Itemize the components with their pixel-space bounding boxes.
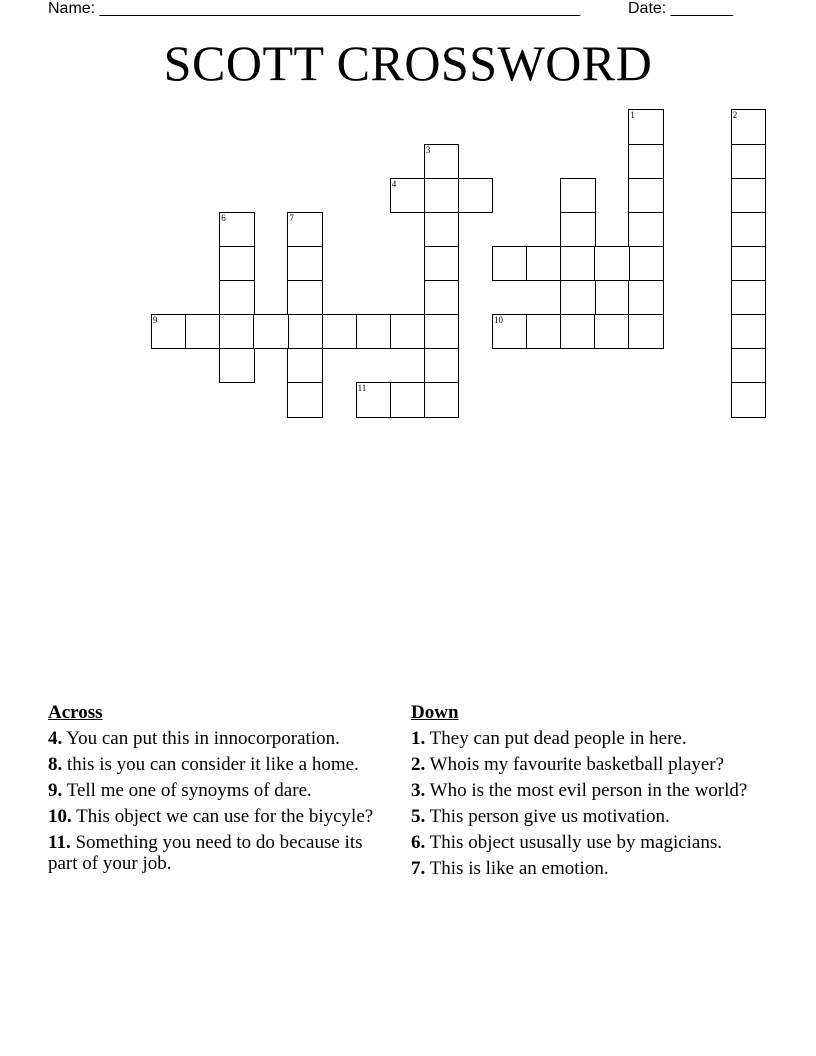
clue-number: 3 — [425, 144, 431, 155]
clue-number: 6 — [221, 212, 226, 223]
grid-cell[interactable] — [424, 348, 459, 383]
grid-cell[interactable] — [458, 178, 493, 213]
clue-number-label: 7. — [411, 858, 426, 879]
grid-cell[interactable] — [560, 280, 595, 315]
grid-cell[interactable] — [526, 246, 561, 281]
grid-cell[interactable] — [492, 246, 527, 281]
grid-cell[interactable] — [628, 178, 663, 213]
grid-cell[interactable] — [424, 280, 459, 315]
grid-cell[interactable] — [594, 314, 629, 349]
down-clue — [411, 780, 751, 801]
grid-cell[interactable] — [731, 246, 766, 281]
down-clue — [411, 806, 751, 827]
clue-number: 2 — [732, 110, 738, 121]
clue-text: Tell me one of synoyms of dare. — [66, 780, 312, 801]
clue-number-label: 3. — [411, 780, 426, 801]
clue-number-label: 5. — [411, 806, 426, 827]
across-clues — [48, 702, 378, 879]
clue-text: Who is the most evil person in the world? — [429, 780, 748, 801]
grid-cell[interactable] — [219, 348, 254, 383]
grid-cell[interactable] — [219, 246, 254, 281]
clue-number: 9 — [153, 315, 158, 325]
clue-number-label: 8. — [48, 754, 63, 775]
grid-cell[interactable] — [628, 144, 663, 179]
grid-cell[interactable] — [731, 109, 766, 144]
across-heading: Across — [48, 702, 103, 723]
grid-cell[interactable] — [628, 212, 663, 247]
across-clue — [48, 832, 378, 874]
grid-cell[interactable] — [731, 178, 766, 213]
grid-cell[interactable] — [424, 178, 459, 213]
grid-cell[interactable] — [731, 382, 766, 417]
down-clue — [411, 858, 751, 879]
down-clue — [411, 832, 751, 853]
down-clue — [411, 754, 751, 775]
grid-cell[interactable] — [526, 314, 561, 349]
grid-cell[interactable] — [287, 212, 322, 247]
grid-cell[interactable] — [560, 314, 595, 349]
clue-number-label: 6. — [411, 832, 426, 853]
down-heading: Down — [411, 702, 459, 723]
grid-cell[interactable] — [356, 382, 391, 417]
grid-cell[interactable] — [287, 314, 322, 349]
across-clue — [48, 754, 378, 775]
grid-cell[interactable] — [253, 314, 288, 349]
clue-number-label: 11. — [48, 832, 71, 853]
grid-cell[interactable] — [628, 246, 663, 281]
grid-cell[interactable] — [731, 144, 766, 179]
grid-cell[interactable] — [356, 314, 391, 349]
crossword-grid — [0, 0, 816, 430]
clue-text: this is you can consider it like a home. — [67, 754, 359, 775]
clue-text: This is like an emotion. — [429, 858, 609, 879]
clue-text: You can put this in innocorporation. — [66, 728, 340, 749]
grid-cell[interactable] — [287, 246, 322, 281]
grid-cell[interactable] — [287, 382, 322, 417]
grid-cell[interactable] — [560, 178, 595, 213]
clue-number-label: 10. — [48, 806, 72, 827]
clue-text: This object we can use for the biycyle? — [76, 806, 374, 827]
page-title: SCOTT CROSSWORD — [163, 35, 653, 91]
grid-cell[interactable] — [287, 280, 322, 315]
grid-cell[interactable] — [424, 382, 459, 417]
down-clue — [411, 728, 751, 749]
grid-cell[interactable] — [322, 314, 357, 349]
grid-cell[interactable] — [560, 246, 595, 281]
down-clue-list — [411, 728, 751, 879]
clue-number: 4 — [391, 178, 397, 189]
down-clues — [411, 702, 751, 884]
grid-cell[interactable] — [151, 314, 186, 349]
across-clue-list — [48, 728, 378, 874]
clue-number: 7 — [289, 212, 294, 223]
grid-cell[interactable] — [219, 280, 254, 315]
clue-number: 1 — [630, 110, 635, 121]
grid-cell[interactable] — [424, 314, 459, 349]
grid-cell[interactable] — [390, 178, 425, 213]
clue-text: This object ususally use by magicians. — [429, 832, 723, 853]
grid-cell[interactable] — [390, 382, 425, 417]
grid-cell[interactable] — [424, 144, 459, 179]
clue-number-label: 4. — [48, 728, 63, 749]
grid-cell[interactable] — [628, 280, 663, 315]
grid-cell[interactable] — [219, 212, 254, 247]
clue-number-label: 2. — [411, 754, 426, 775]
grid-cell[interactable] — [560, 212, 595, 247]
grid-cell[interactable] — [731, 348, 766, 383]
grid-cell[interactable] — [424, 212, 459, 247]
grid-cell[interactable] — [185, 314, 220, 349]
clue-text: Something you need to do because its part of your job. — [48, 832, 363, 874]
clue-number: 10 — [494, 315, 503, 325]
grid-cell[interactable] — [287, 348, 322, 383]
clue-number-label: 1. — [411, 728, 426, 749]
across-clue — [48, 728, 378, 749]
grid-cell[interactable] — [594, 246, 629, 281]
grid-cell[interactable] — [731, 314, 766, 349]
clue-number-label: 9. — [48, 780, 63, 801]
grid-cell[interactable] — [492, 314, 527, 349]
across-clue — [48, 780, 378, 801]
grid-cell[interactable] — [424, 246, 459, 281]
clue-text: They can put dead people in here. — [429, 728, 687, 749]
grid-cell[interactable] — [731, 280, 766, 315]
clue-number: 11 — [357, 383, 367, 394]
clue-text: Whois my favourite basketball player? — [429, 754, 725, 775]
grid-cell[interactable] — [731, 212, 766, 247]
grid-cell[interactable] — [628, 109, 663, 144]
across-clue — [48, 806, 378, 827]
grid-cell[interactable] — [219, 314, 254, 349]
grid-cell[interactable] — [390, 314, 425, 349]
grid-cell[interactable] — [628, 314, 663, 349]
clue-text: This person give us motivation. — [429, 806, 670, 827]
date-field-label: Date: _______ — [628, 0, 733, 17]
name-field-label: Name: ______________________________________________________ — [48, 0, 581, 17]
